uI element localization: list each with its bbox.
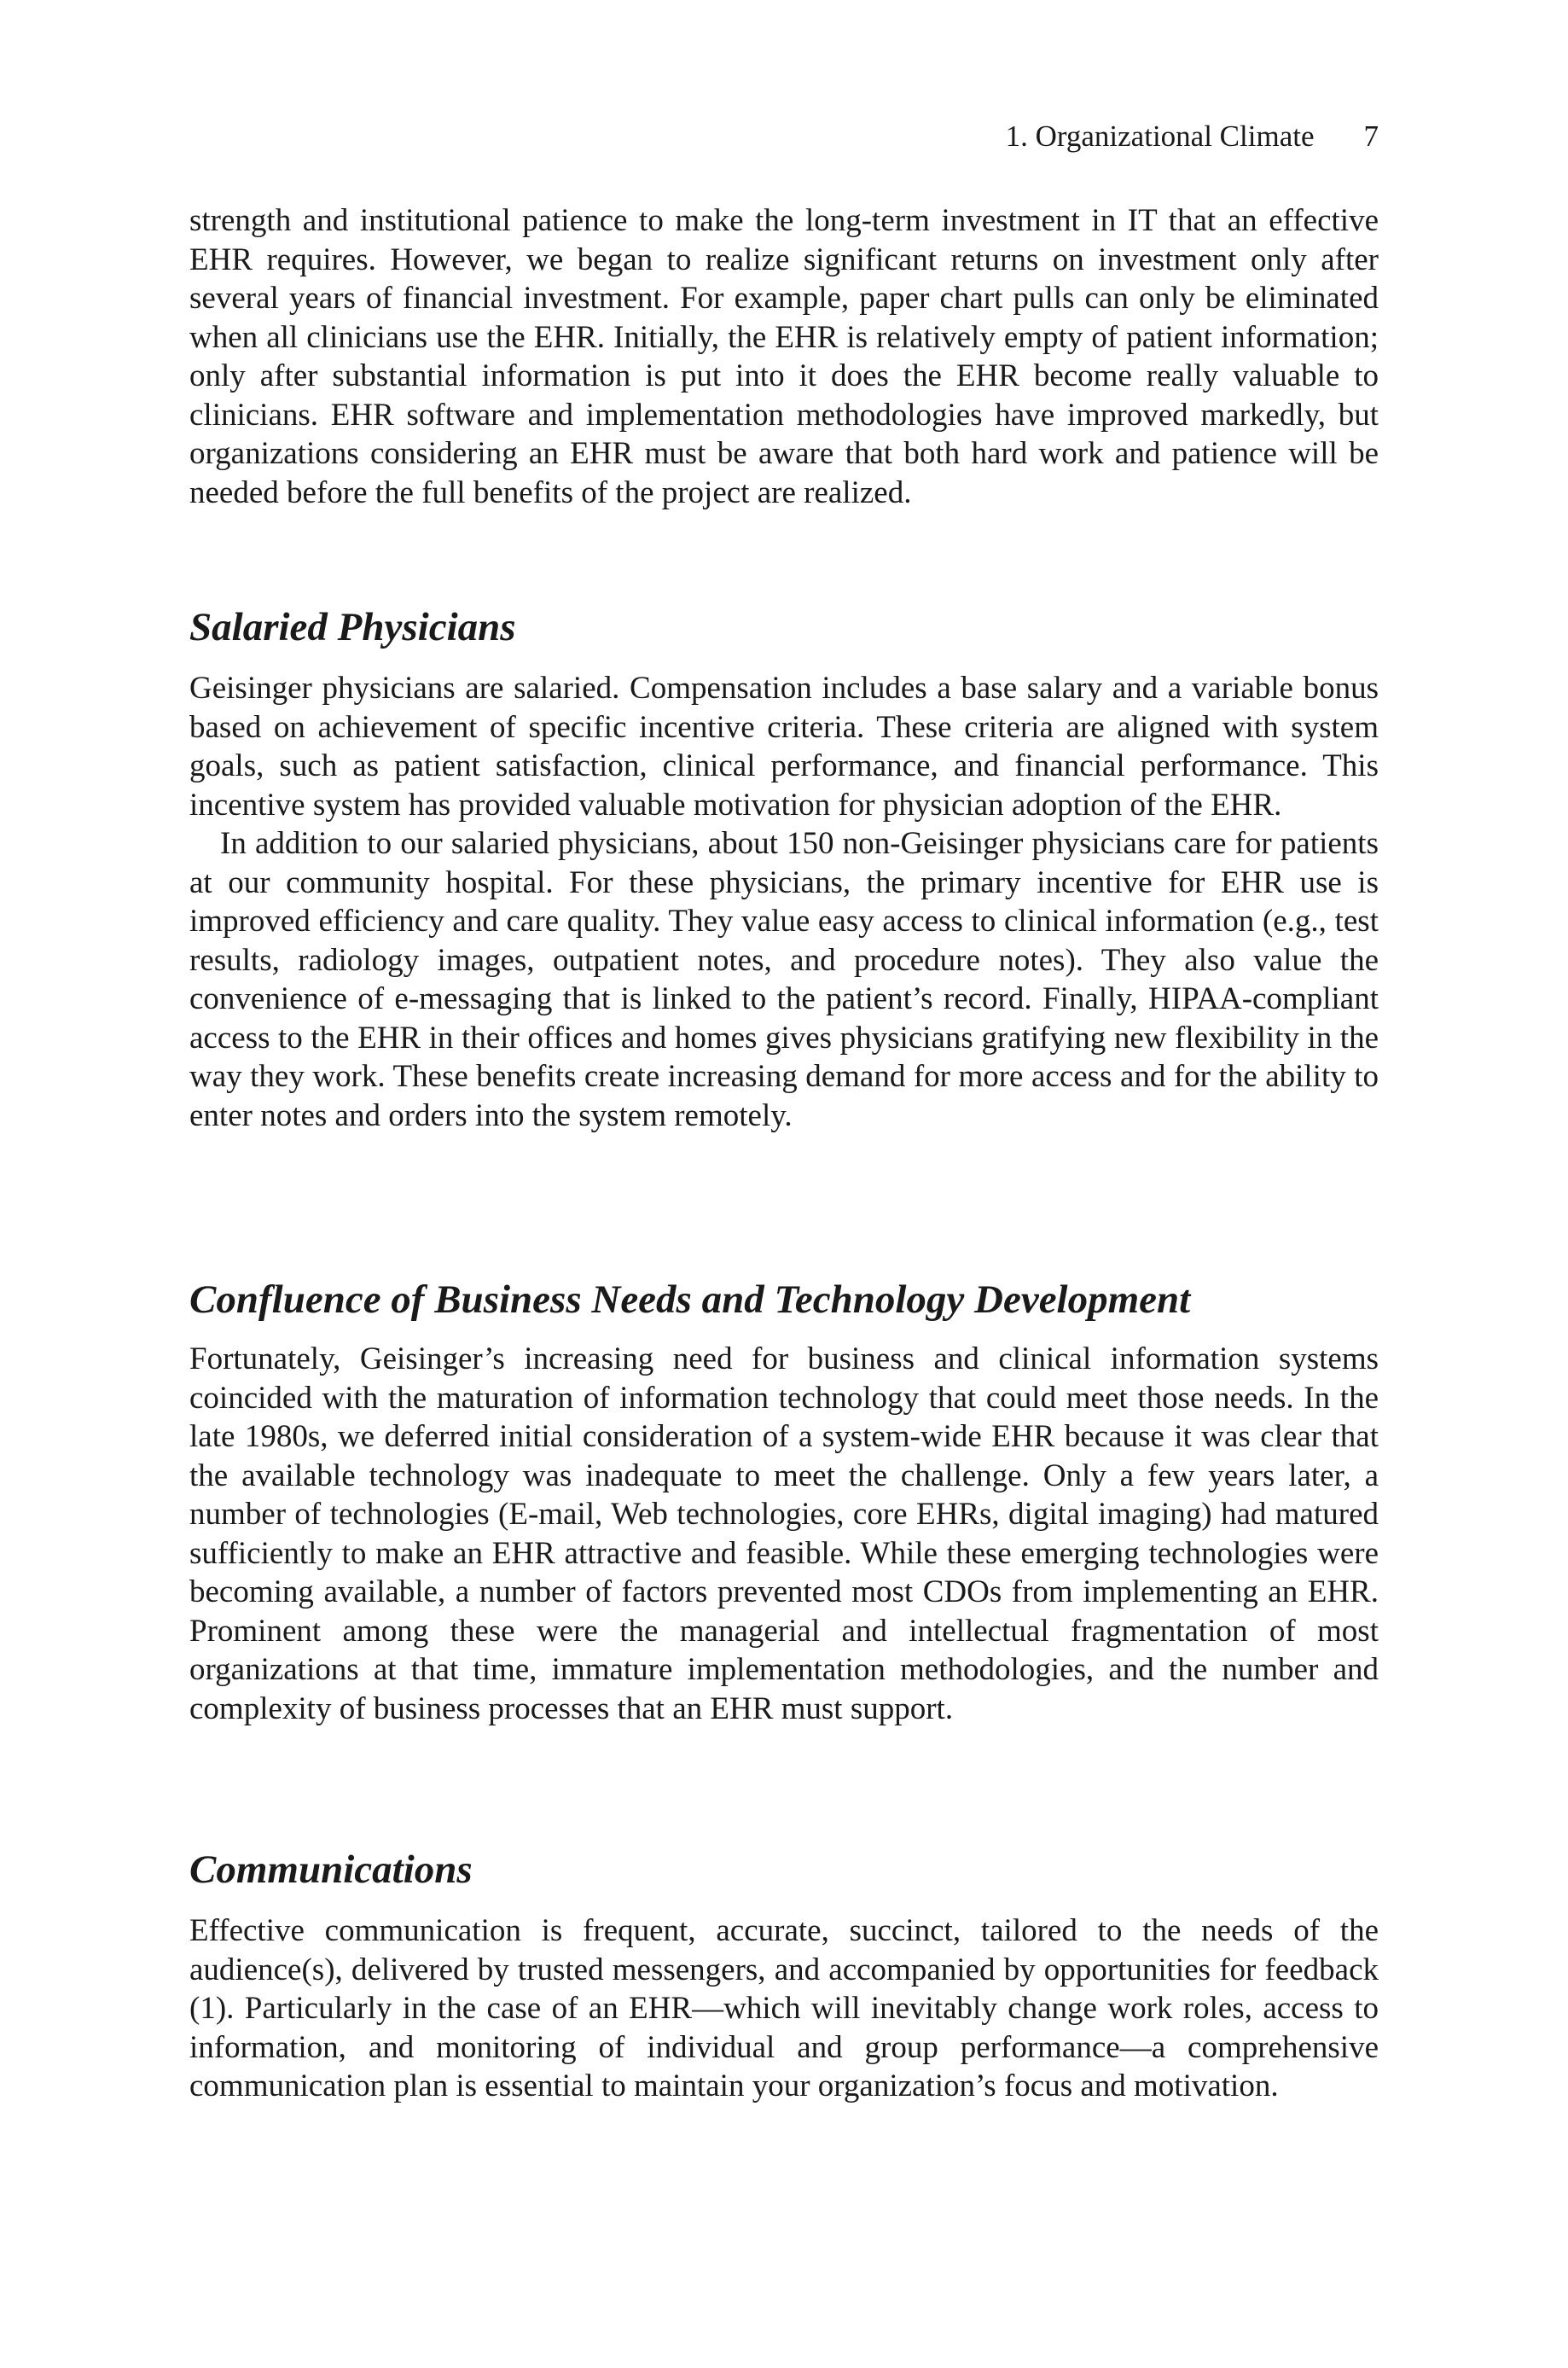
section-heading-salaried-physicians: Salaried Physicians [189,605,516,649]
communications-text-block [189,1911,1379,2106]
communications-paragraph-1: Effective communication is frequent, accurate, succinct, tailored to the needs of the audience(s), delivered by trusted messengers, and accompanied by opportunities for feedback (1). Particularly in the case of an EHR—which will inevitably change work roles, access to information, and monitoring of individual and group performance—a comprehensive communication plan is essential to maintain your organization’s focus and motivation. [189,1913,1379,2103]
confluence-text-block [189,1340,1379,1728]
confluence-paragraph-1: Fortunately, Geisinger’s increasing need for business and clinical information systems coincided with the maturation of information technology that could meet those needs. In the late 1980s, we deferred initial consideration of a system-wide EHR because it was clear that the available technology was inadequate to meet the challenge. Only a few years later, a number of technologies (E-mail, Web technologies, core EHRs, digital imaging) had matured sufficiently to make an EHR attractive and feasible. While these emerging technologies were becoming available, a number of factors prevented most CDOs from implementing an EHR. Prominent among these were the managerial and intellectual fragmentation of most organizations at that time, immature implementation methodologies, and the number and complexity of business processes that an EHR must support. [189,1341,1379,1726]
section-heading-communications: Communications [189,1847,473,1892]
running-head [1006,119,1379,154]
chapter-title: 1. Organizational Climate [1005,119,1315,153]
salaried-physicians-text-block [189,669,1379,1135]
page-number: 7 [1363,119,1379,153]
intro-paragraph: strength and institutional patience to make the long-term investment in IT that an effective EHR requires. However, we began to realize significant returns on investment only after several years of financial investment. For example, paper chart pulls can only be eliminated when all clinicians use the EHR. Initially, the EHR is relatively empty of patient information; only after substantial information is put into it does the EHR become really valuable to clinicians. EHR software and implementation methodologies have improved markedly, but organizations considering an EHR must be aware that both hard work and patience will be needed before the full benefits of the project are realized. [189,203,1379,510]
intro-text-block [189,201,1379,512]
salaried-paragraph-1: Geisinger physicians are salaried. Compensation includes a base salary and a variable bonus based on achievement of specific incentive criteria. These criteria are aligned with system goals, such as patient satisfaction, clinical performance, and financial performance. This incentive system has provided valuable motivation for physician adoption of the EHR. [189,671,1379,823]
section-heading-confluence: Confluence of Business Needs and Technology Development [189,1277,1191,1322]
salaried-paragraph-2: In addition to our salaried physicians, about 150 non-Geisinger physicians care for patients at our community hospital. For these physicians, the primary incentive for EHR use is improved efficiency and care quality. They value easy access to clinical information (e.g., test results, radiology images, outpatient notes, and procedure notes). They also value the convenience of e-messaging that is linked to the patient’s record. Finally, HIPAA-compliant access to the EHR in their offices and homes gives physicians gratifying new flexibility in the way they work. These benefits create increasing demand for more access and for the ability to enter notes and orders into the system remotely. [189,826,1379,1133]
